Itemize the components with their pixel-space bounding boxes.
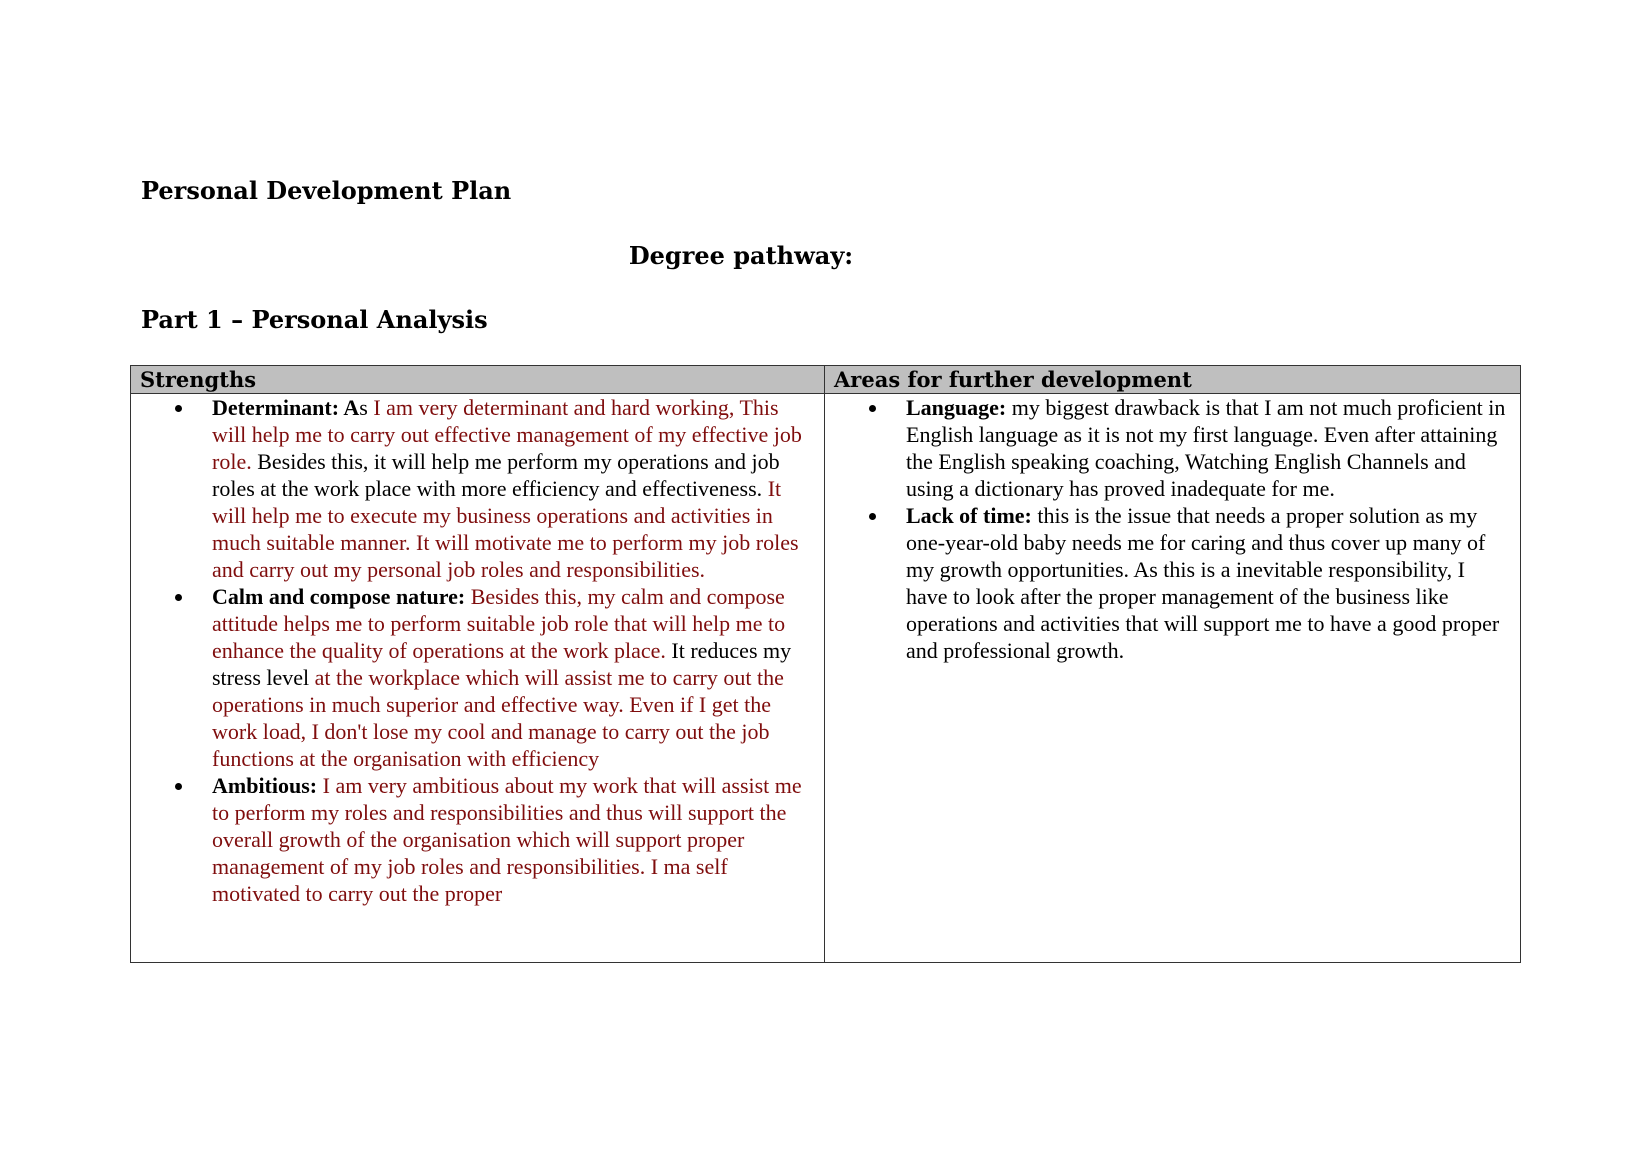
item-text: s xyxy=(359,395,374,420)
list-item xyxy=(131,772,824,907)
bullet-icon xyxy=(869,405,876,412)
bullet-icon xyxy=(175,594,182,601)
item-text-highlight: I am very ambitious about my work that will assist me to perform my roles and responsibilities and thus will support the overall growth of the organisation which will support proper management of my job roles and responsibilities. I ma self motivated to carry out the proper xyxy=(212,773,802,906)
bullet-icon xyxy=(869,513,876,520)
item-label: Language: xyxy=(906,395,1007,420)
bullet-icon xyxy=(175,783,182,790)
personal-analysis-table xyxy=(130,365,1521,963)
table-header-row xyxy=(131,366,1521,394)
item-label: Ambitious: xyxy=(212,773,318,798)
part-heading: Part 1 – Personal Analysis xyxy=(141,305,488,334)
list-item xyxy=(131,583,824,772)
item-text-highlight: I am very determinant and hard working, This will help me to carry out effective management of my effective job role. xyxy=(212,395,802,474)
item-text: It reduces my stress level xyxy=(212,638,792,690)
strengths-list xyxy=(131,394,824,907)
item-label: Determinant: A xyxy=(212,395,360,420)
list-item xyxy=(825,502,1520,664)
list-item xyxy=(825,394,1520,502)
item-text: this is the issue that needs a proper solution as my one-year-old baby needs me for caring and thus cover up many of my growth opportunities. As this is a inevitable responsibility, I have to look after the proper management of the business like operations and activities that will support me to have a good proper and professional growth. xyxy=(906,503,1500,663)
areas-cell xyxy=(825,394,1521,963)
item-label: Lack of time: xyxy=(906,503,1032,528)
areas-header: Areas for further development xyxy=(825,366,1521,394)
degree-pathway-heading: Degree pathway: xyxy=(628,241,854,270)
list-item xyxy=(131,394,824,583)
table-row xyxy=(131,394,1521,963)
strengths-cell xyxy=(131,394,825,963)
item-text: Besides this, it will help me perform my operations and job roles at the work place with more efficiency and effectiveness. xyxy=(212,449,780,501)
item-text-highlight: It will help me to execute my business operations and activities in much suitable manner. It will motivate me to perform my job roles and carry out my personal job roles and responsibilities. xyxy=(212,476,799,582)
item-label: Calm and compose nature: xyxy=(212,584,466,609)
bullet-icon xyxy=(175,405,182,412)
item-text: my biggest drawback is that I am not much proficient in English language as it is not my first language. Even after attaining the English speaking coaching, Watching English Channels and using a dictionary has proved inadequate for me. xyxy=(906,395,1506,501)
strengths-header: Strengths xyxy=(131,366,825,394)
areas-list xyxy=(825,394,1520,664)
item-text-highlight: Besides this, my calm and compose attitude helps me to perform suitable job role that will help me to enhance the quality of operations at the work place. xyxy=(212,584,786,663)
document-title: Personal Development Plan xyxy=(141,176,512,205)
item-text-highlight: at the workplace which will assist me to carry out the operations in much superior and effective way. Even if I get the work load, I don't lose my cool and manage to carry out the job functions at the organisation with efficiency xyxy=(212,665,784,771)
